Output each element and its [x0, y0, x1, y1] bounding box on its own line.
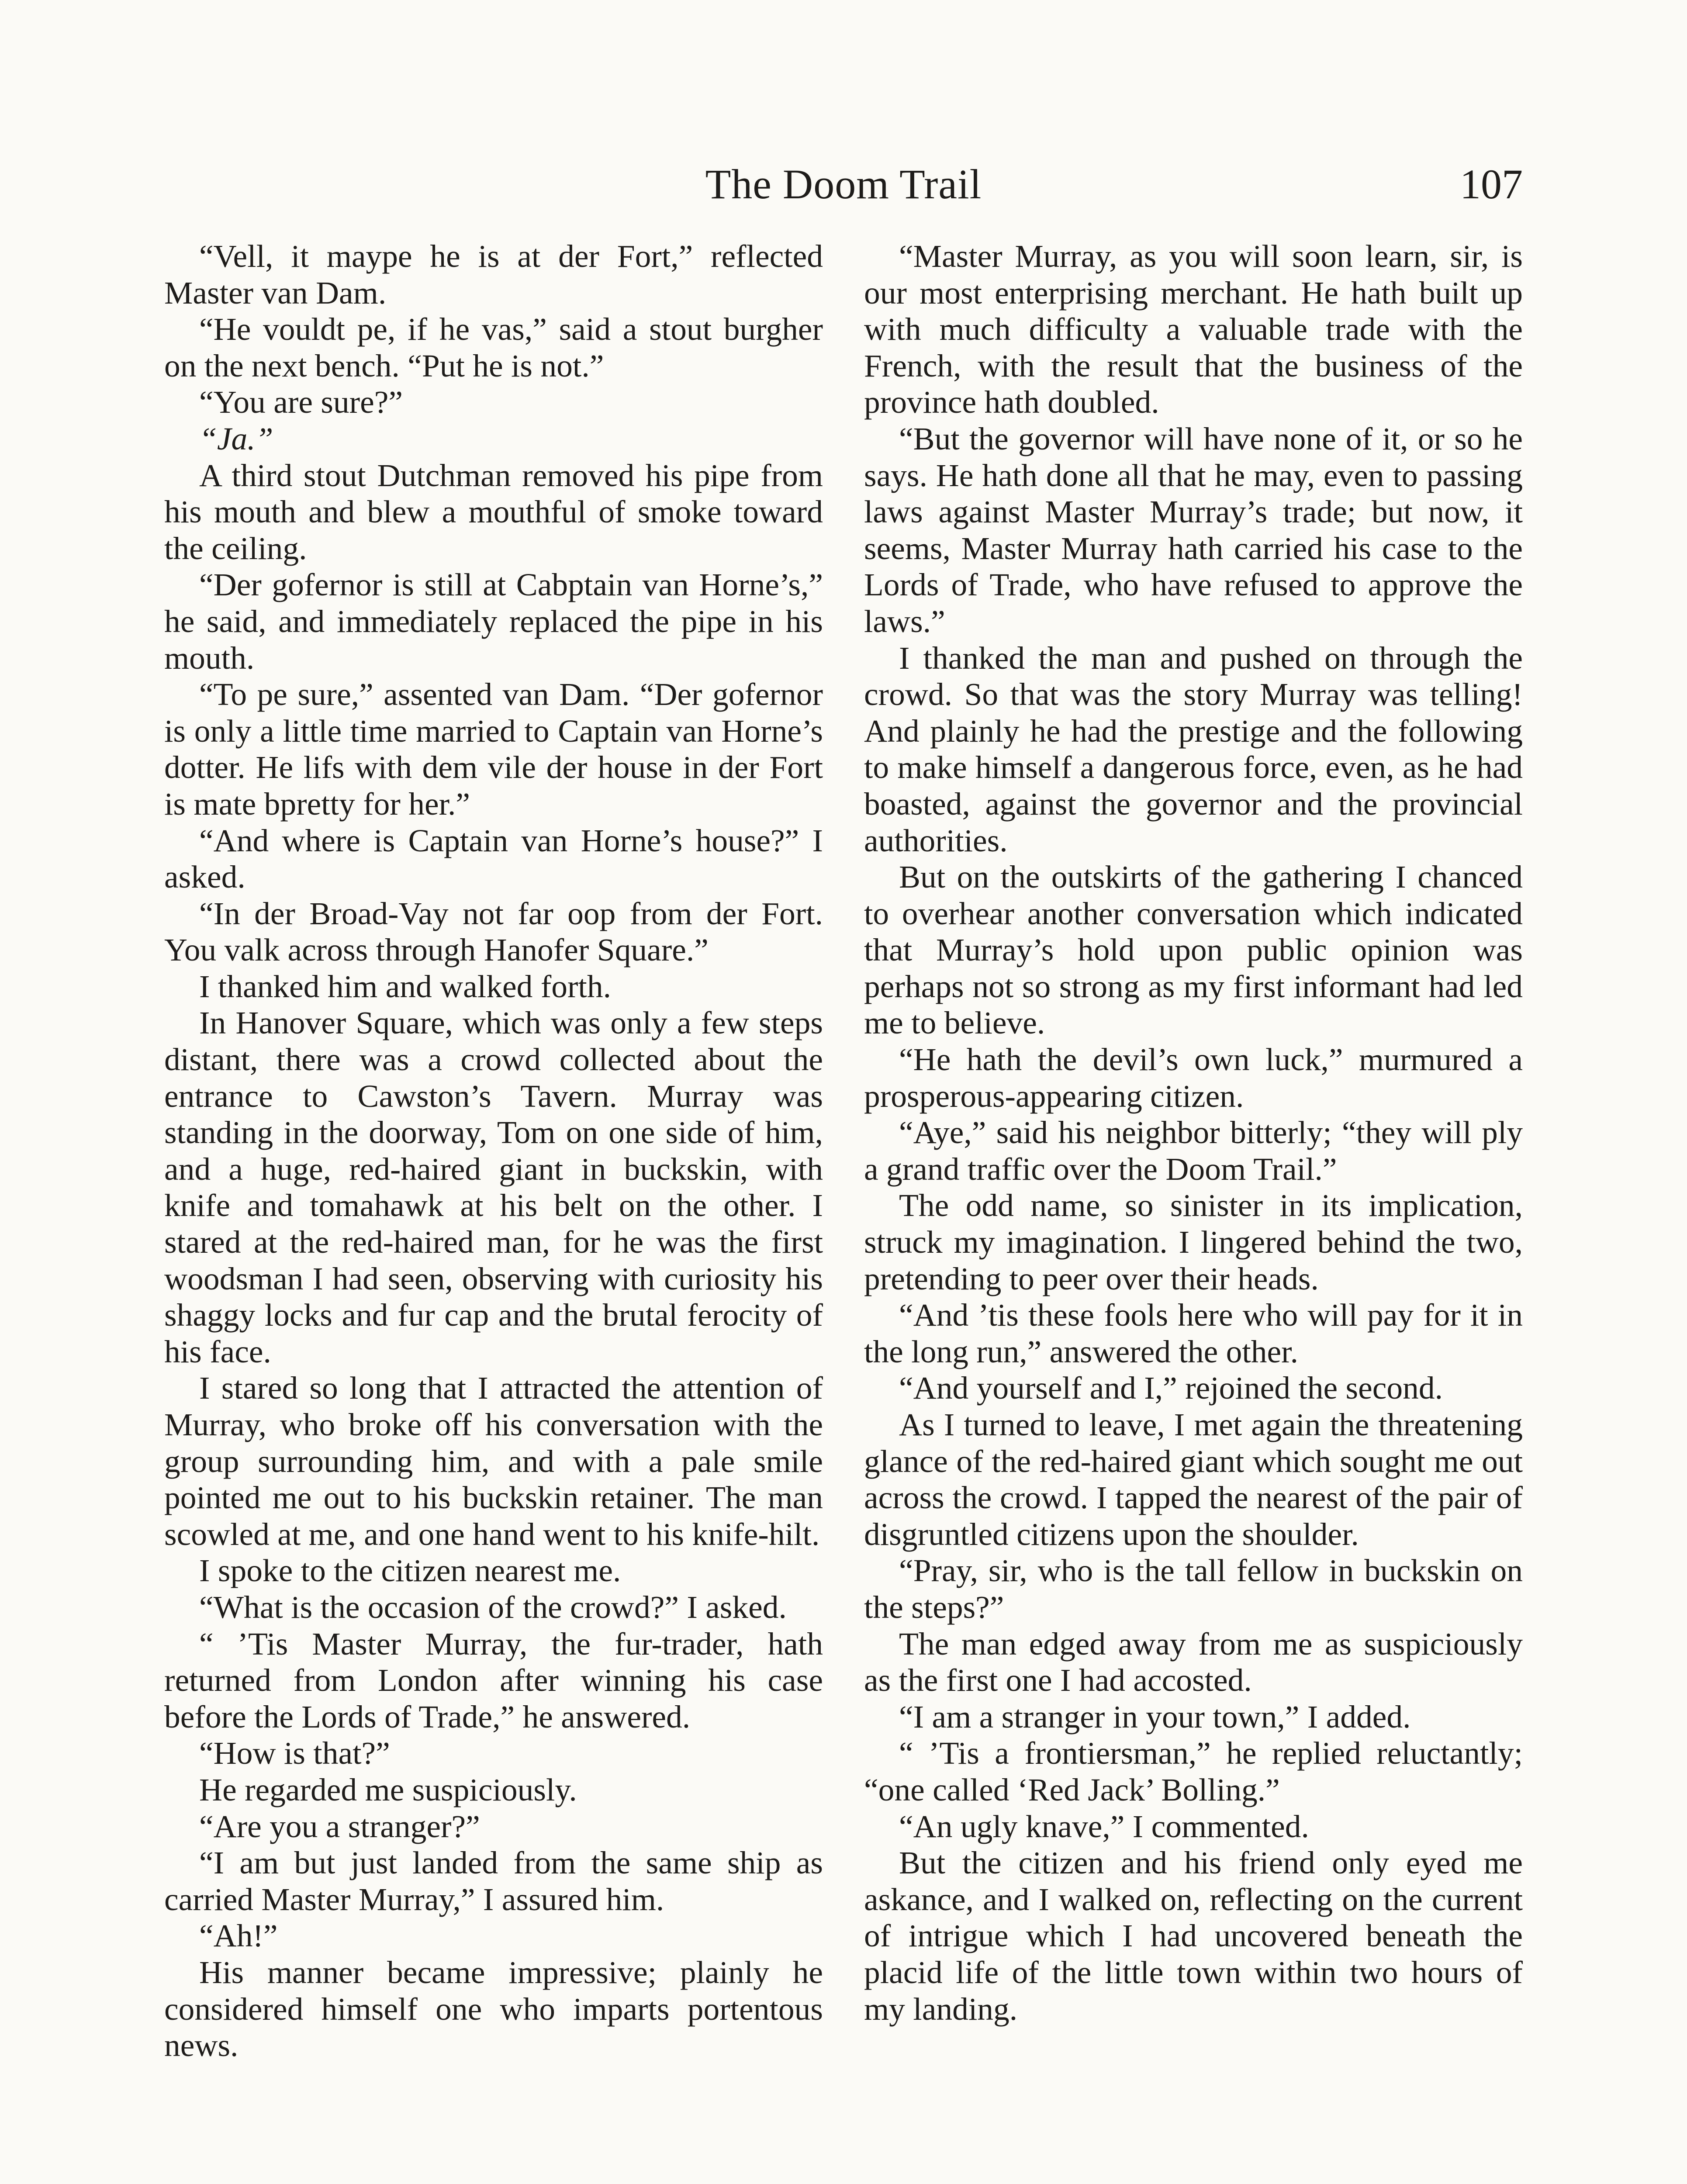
- paragraph: I thanked him and walked forth.: [199, 968, 611, 1004]
- left-text-column: [164, 238, 823, 2064]
- paragraph: “Master Murray, as you will soon learn, sir, is our most enterprising merchant. He hath built up with much difficulty a valuable trade with the French, with the result that the business of the province hath doubled.: [864, 238, 1523, 420]
- paragraph: “And where is Captain van Horne’s house?” I asked.: [164, 822, 823, 895]
- paragraph: But the citizen and his friend only eyed me askance, and I walked on, reflecting on the current of intrigue which I had uncovered beneath the placid life of the little town within two hours of my landing.: [864, 1845, 1523, 2027]
- paragraph: “He hath the devil’s own luck,” murmured a prosperous-appearing citizen.: [864, 1042, 1523, 1114]
- paragraph: “In der Broad-Vay not far oop from der Fort. You valk across through Hanofer Square.”: [164, 895, 823, 968]
- paragraph: The man edged away from me as suspiciously as the first one I had accosted.: [864, 1626, 1523, 1698]
- paragraph: “What is the occasion of the crowd?” I asked.: [199, 1589, 787, 1625]
- paragraph: “Ah!”: [199, 1918, 278, 1954]
- paragraph: “And ’tis these fools here who will pay for it in the long run,” answered the other.: [864, 1297, 1523, 1369]
- paragraph: “And yourself and I,” rejoined the second.: [899, 1370, 1443, 1406]
- paragraph: “Are you a stranger?”: [199, 1808, 480, 1844]
- paragraph: A third stout Dutchman removed his pipe from his mouth and blew a mouthful of smoke toward the ceiling.: [164, 457, 823, 566]
- paragraph: “An ugly knave,” I commented.: [899, 1808, 1309, 1844]
- paragraph: I thanked the man and pushed on through the crowd. So that was the story Murray was telling! And plainly he had the prestige and the following to make himself a dangerous force, even, as he had boasted, against the governor and the provincial authorities.: [864, 640, 1523, 858]
- paragraph: In Hanover Square, which was only a few steps distant, there was a crowd collected about the entrance to Cawston’s Tavern. Murray was standing in the doorway, Tom on one side of him, and a huge, red-haired giant in buckskin, with knife and tomahawk at his belt on the other. I stared at the red-haired man, for he was the first woodsman I had seen, observing with curiosity his shaggy locks and fur cap and the brutal ferocity of his face.: [164, 1005, 823, 1369]
- paragraph: “Vell, it maype he is at der Fort,” reflected Master van Dam.: [164, 238, 823, 311]
- paragraph: But on the outskirts of the gathering I chanced to overhear another conversation which indicated that Murray’s hold upon public opinion was perhaps not so strong as my first informant had led me to believe.: [864, 859, 1523, 1041]
- running-title: The Doom Trail: [705, 161, 982, 207]
- page-header: [164, 158, 1523, 211]
- paragraph: “Aye,” said his neighbor bitterly; “they will ply a grand traffic over the Doom Trail.”: [864, 1115, 1523, 1187]
- right-text-column: [864, 238, 1523, 2027]
- paragraph: “Ja.”: [199, 421, 273, 456]
- paragraph: The odd name, so sinister in its implication, struck my imagination. I lingered behind the two, pretending to peer over their heads.: [864, 1188, 1523, 1296]
- paragraph: “I am a stranger in your town,” I added.: [899, 1699, 1411, 1735]
- page-number: 107: [1460, 161, 1523, 207]
- paragraph: “You are sure?”: [199, 384, 403, 420]
- paragraph: As I turned to leave, I met again the threatening glance of the red-haired giant which sought me out across the crowd. I tapped the nearest of the pair of disgruntled citizens upon the shoulder.: [864, 1407, 1523, 1552]
- paragraph: “How is that?”: [199, 1735, 390, 1771]
- paragraph: “Pray, sir, who is the tall fellow in buckskin on the steps?”: [864, 1553, 1523, 1625]
- paragraph: “He vouldt pe, if he vas,” said a stout burgher on the next bench. “Put he is not.”: [164, 311, 823, 384]
- paragraph: “I am but just landed from the same ship as carried Master Murray,” I assured him.: [164, 1845, 823, 1917]
- paragraph: “Der gofernor is still at Cabptain van Horne’s,” he said, and immediately replaced the pipe in his mouth.: [164, 567, 823, 676]
- paragraph: I stared so long that I attracted the attention of Murray, who broke off his conversation with the group surrounding him, and with a pale smile pointed me out to his buckskin retainer. The man scowled at me, and one hand went to his knife-hilt.: [164, 1370, 823, 1552]
- paragraph: “To pe sure,” assented van Dam. “Der gofernor is only a little time married to Captain van Horne’s dotter. He lifs with dem vile der house in der Fort is mate bpretty for her.”: [164, 677, 823, 822]
- paragraph: “ ’Tis a frontiersman,” he replied reluctantly; “one called ‘Red Jack’ Bolling.”: [864, 1735, 1523, 1807]
- paragraph: “But the governor will have none of it, or so he says. He hath done all that he may, even to passing laws against Master Murray’s trade; but now, it seems, Master Murray hath carried his case to the Lords of Trade, who have refused to approve the laws.”: [864, 421, 1523, 639]
- paragraph: His manner became impressive; plainly he considered himself one who imparts portentous news.: [164, 1954, 823, 2063]
- paragraph: He regarded me suspiciously.: [199, 1772, 577, 1807]
- paragraph: “ ’Tis Master Murray, the fur-trader, hath returned from London after winning his case before the Lords of Trade,” he answered.: [164, 1626, 823, 1735]
- paragraph: I spoke to the citizen nearest me.: [199, 1553, 621, 1589]
